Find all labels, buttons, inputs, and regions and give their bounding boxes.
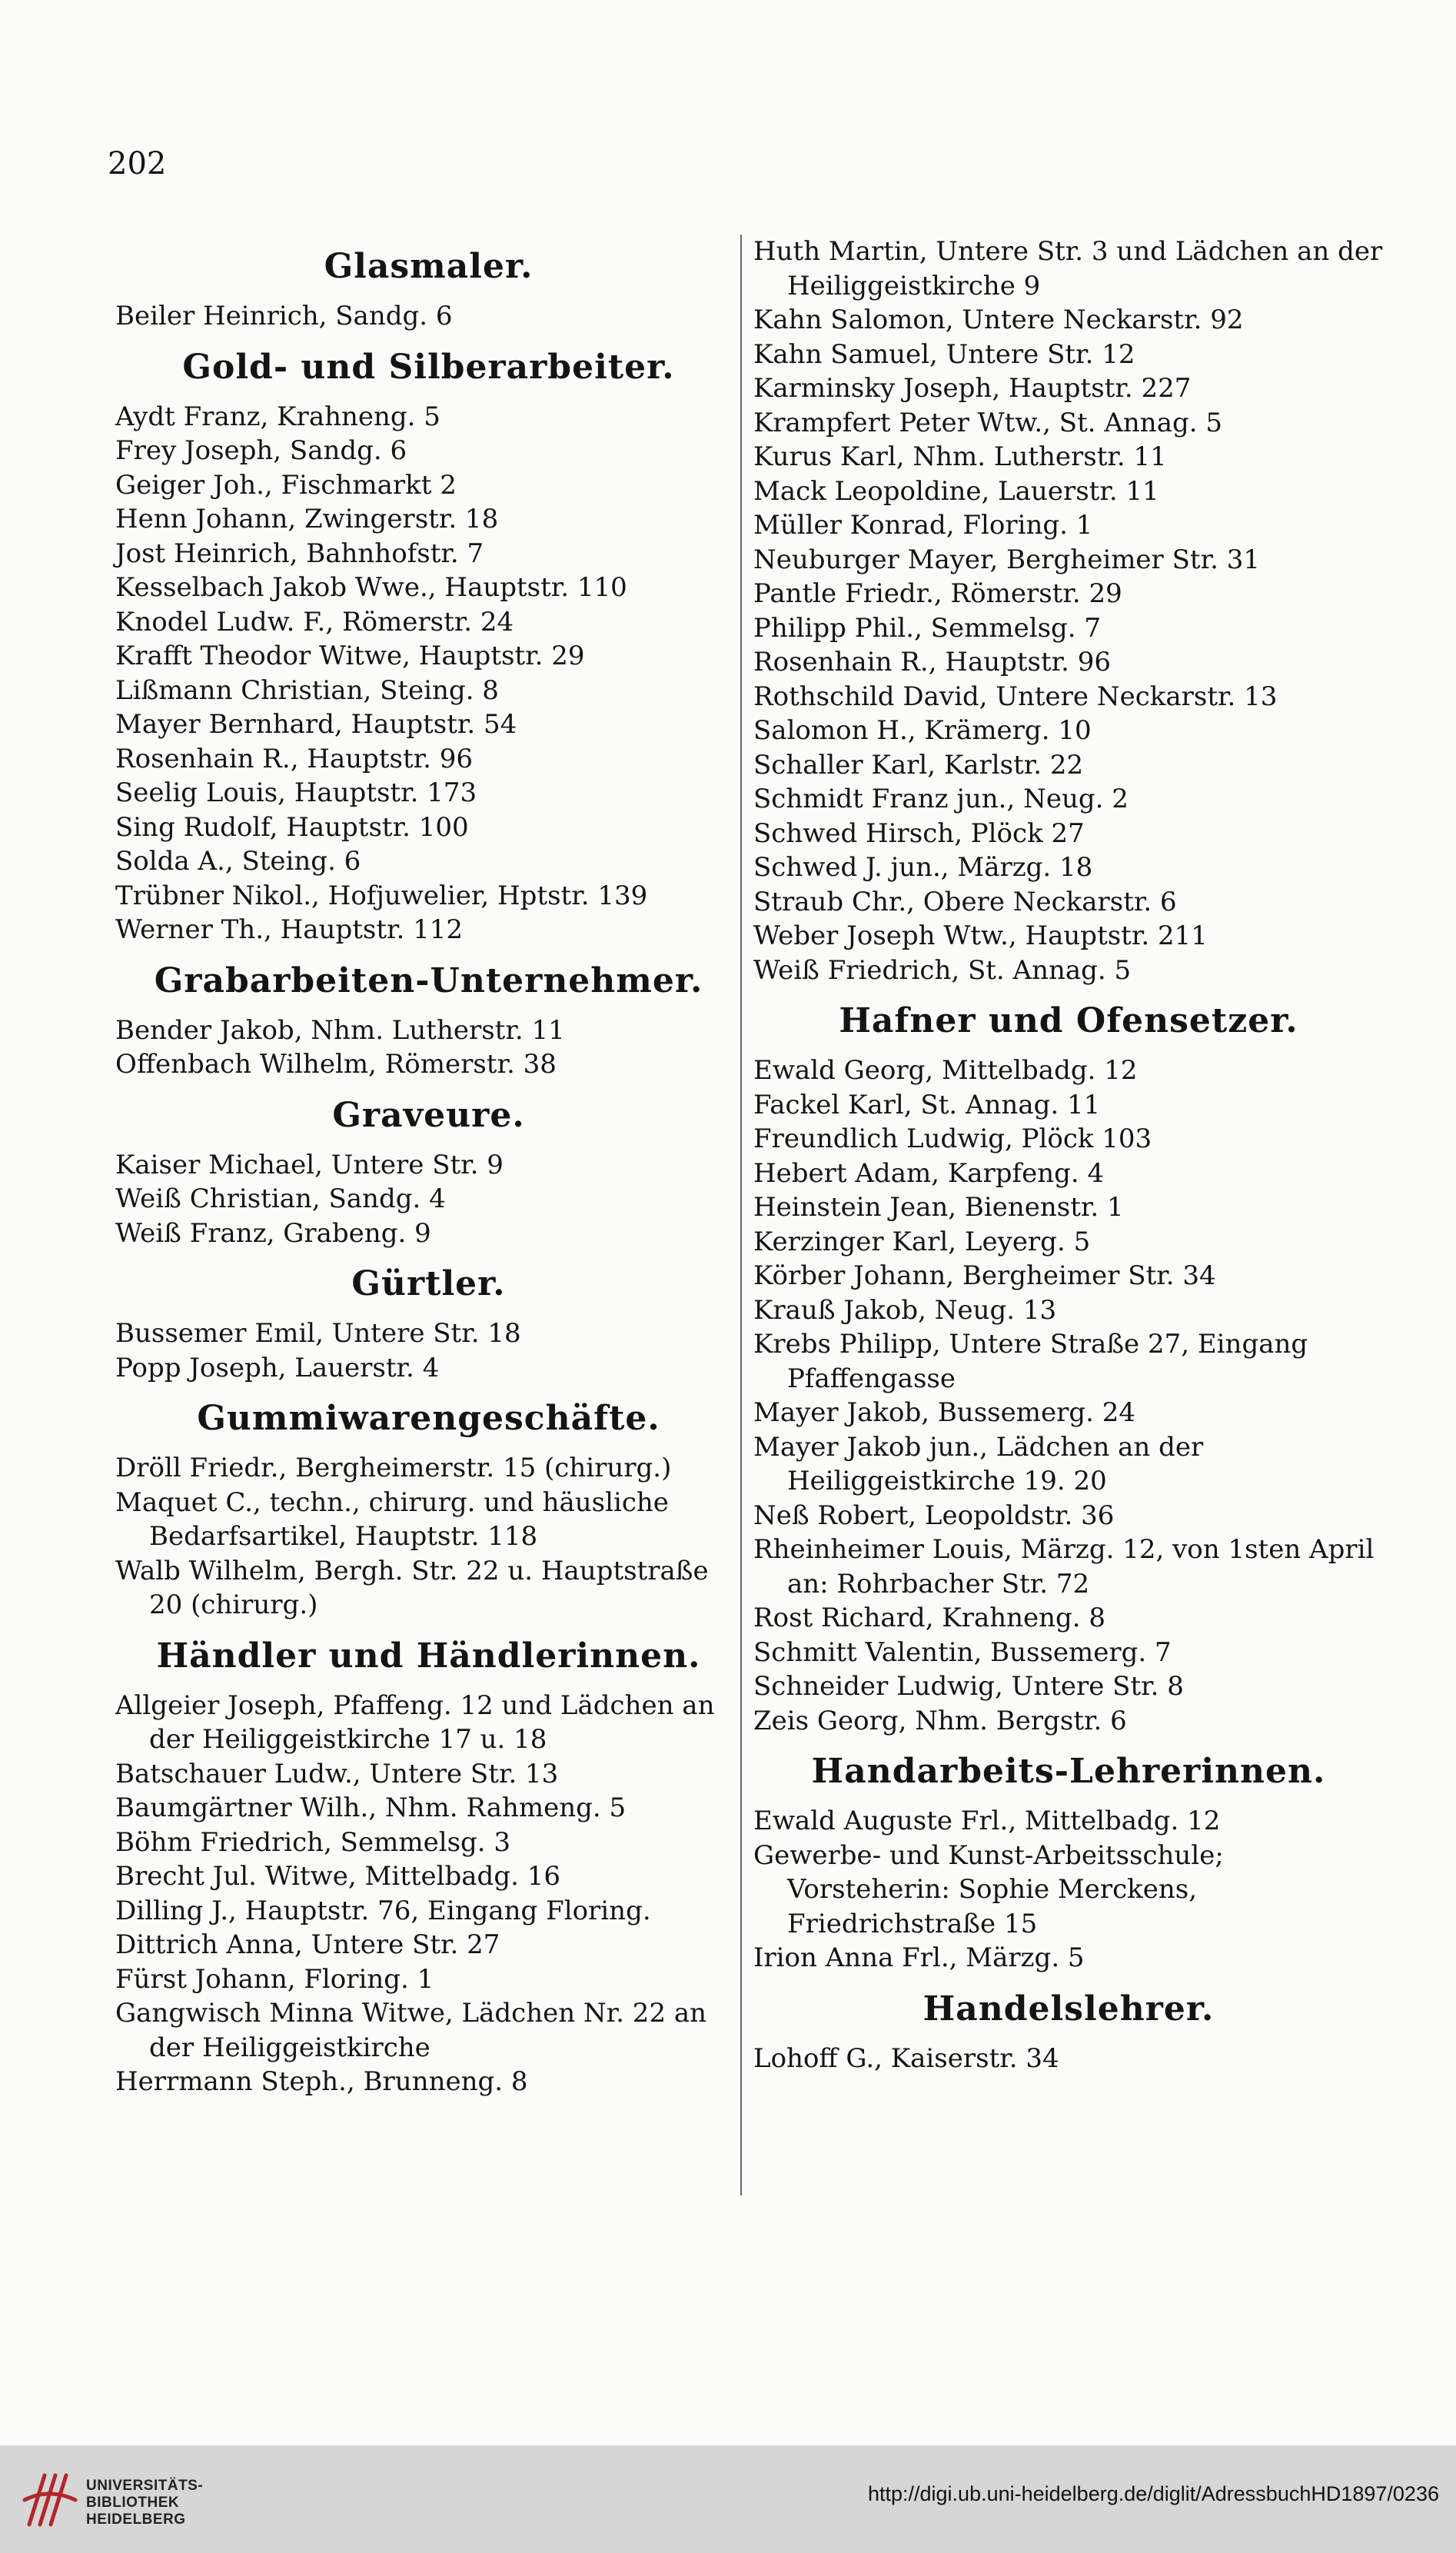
section-heading: Glasmaler. — [324, 247, 534, 286]
directory-entry: Herrmann Steph., Brunneng. 8 — [115, 2066, 528, 2097]
directory-entry: Solda A., Steing. 6 — [115, 846, 361, 877]
directory-entry: Mayer Jakob jun., Lädchen an der Heiliggeistkirche 19. 20 — [753, 1431, 1204, 1496]
section-heading: Gold- und Silberarbeiter. — [182, 347, 675, 387]
directory-entry: Schneider Ludwig, Untere Str. 8 — [753, 1671, 1184, 1702]
library-name-line: BIBLIOTHEK — [86, 2495, 180, 2511]
directory-entry: Rost Richard, Krahneng. 8 — [753, 1603, 1106, 1633]
directory-entry: Offenbach Wilhelm, Römerstr. 38 — [115, 1049, 557, 1080]
directory-entry: Jost Heinrich, Bahnhofstr. 7 — [115, 538, 484, 569]
directory-entry: Ewald Auguste Frl., Mittelbadg. 12 — [753, 1806, 1221, 1836]
directory-entry: Huth Martin, Untere Str. 3 und Lädchen an der Heiliggeistkirche 9 — [753, 236, 1383, 301]
directory-entry: Rosenhain R., Hauptstr. 96 — [115, 743, 474, 774]
directory-entry: Weiß Friedrich, St. Annag. 5 — [753, 954, 1132, 986]
section-heading: Grabarbeiten-Unternehmer. — [154, 960, 703, 1000]
directory-entry: Werner Th., Hauptstr. 112 — [115, 914, 464, 945]
directory-entry: Schmitt Valentin, Bussemerg. 7 — [753, 1636, 1172, 1668]
directory-entry: Kerzinger Karl, Leyerg. 5 — [753, 1226, 1091, 1257]
directory-entry: Bender Jakob, Nhm. Lutherstr. 11 — [115, 1014, 565, 1046]
directory-entry: Krafft Theodor Witwe, Hauptstr. 29 — [115, 641, 585, 671]
directory-entry: Fürst Johann, Floring. 1 — [115, 1963, 434, 1995]
section-heading: Händler und Händlerinnen. — [156, 1636, 701, 1676]
directory-entry: Dilling J., Hauptstr. 76, Eingang Floring. — [115, 1895, 651, 1926]
directory-entry: Philipp Phil., Semmelsg. 7 — [753, 612, 1102, 644]
directory-entry: Schwed Hirsch, Plöck 27 — [753, 817, 1085, 849]
directory-entry: Schaller Karl, Karlstr. 22 — [753, 749, 1084, 781]
directory-entry: Krebs Philipp, Untere Straße 27, Eingang Pfaffengasse — [753, 1329, 1308, 1394]
directory-entry: Krauß Jakob, Neug. 13 — [753, 1294, 1057, 1326]
library-name-line: HEIDELBERG — [86, 2511, 186, 2528]
directory-entry: Weiß Franz, Grabeng. 9 — [115, 1217, 431, 1249]
directory-entry: Mayer Jakob, Bussemerg. 24 — [753, 1397, 1135, 1428]
directory-entry: Batschauer Ludw., Untere Str. 13 — [115, 1758, 559, 1789]
directory-entry: Bussemer Emil, Untere Str. 18 — [115, 1318, 521, 1349]
page-number: 202 — [108, 146, 167, 181]
directory-entry: Dröll Friedr., Bergheimerstr. 15 (chirurg.) — [115, 1453, 672, 1483]
section-heading: Handelslehrer. — [922, 1989, 1215, 2029]
directory-entry: Weiß Christian, Sandg. 4 — [115, 1183, 446, 1214]
directory-entry: Beiler Heinrich, Sandg. 6 — [115, 301, 453, 331]
right-column — [753, 235, 1384, 2088]
directory-entry: Kesselbach Jakob Wwe., Hauptstr. 110 — [115, 572, 627, 603]
directory-entry: Straub Chr., Obere Neckarstr. 6 — [753, 886, 1177, 917]
directory-entry: Freundlich Ludwig, Plöck 103 — [753, 1123, 1152, 1154]
directory-entry: Kaiser Michael, Untere Str. 9 — [115, 1149, 504, 1180]
directory-section — [115, 1397, 742, 1623]
directory-entry: Allgeier Joseph, Pfaffeng. 12 und Lädchen an der Heiliggeistkirche 17 u. 18 — [115, 1689, 715, 1755]
directory-entry: Heinstein Jean, Bienenstr. 1 — [753, 1192, 1124, 1223]
directory-entry: Rothschild David, Untere Neckarstr. 13 — [753, 681, 1278, 712]
directory-entry: Müller Konrad, Floring. 1 — [753, 510, 1093, 541]
directory-entry: Seelig Louis, Hauptstr. 173 — [115, 777, 477, 808]
directory-entry: Schwed J. jun., Märzg. 18 — [753, 852, 1093, 883]
directory-section — [115, 1635, 742, 2099]
directory-entry: Brecht Jul. Witwe, Mittelbadg. 16 — [115, 1861, 560, 1892]
directory-entry: Gangwisch Minna Witwe, Lädchen Nr. 22 an der Heiliggeistkirche — [115, 1998, 707, 2063]
directory-entry: Karminsky Joseph, Hauptstr. 227 — [753, 373, 1192, 404]
directory-entry: Baumgärtner Wilh., Nhm. Rahmeng. 5 — [115, 1792, 627, 1823]
directory-entry: Böhm Friedrich, Semmelsg. 3 — [115, 1826, 511, 1858]
directory-entry: Rheinheimer Louis, Märzg. 12, von 1sten April an: Rohrbacher Str. 72 — [753, 1534, 1375, 1599]
directory-entry: Schmidt Franz jun., Neug. 2 — [753, 784, 1129, 814]
directory-entry: Ewald Georg, Mittelbadg. 12 — [753, 1055, 1138, 1086]
directory-entry: Hebert Adam, Karpfeng. 4 — [753, 1157, 1105, 1189]
directory-entry: Trübner Nikol., Hofjuwelier, Hptstr. 139 — [115, 880, 648, 911]
directory-entry: Zeis Georg, Nhm. Bergstr. 6 — [753, 1705, 1127, 1736]
left-column — [115, 235, 742, 2112]
directory-entry: Neuburger Mayer, Bergheimer Str. 31 — [753, 544, 1260, 575]
directory-entry: Popp Joseph, Lauerstr. 4 — [115, 1352, 440, 1383]
directory-section — [115, 245, 742, 334]
directory-entry: Geiger Joh., Fischmarkt 2 — [115, 469, 457, 501]
directory-entry: Gewerbe- und Kunst-Arbeitsschule; Vorsteherin: Sophie Merckens, Friedrichstraße 15 — [753, 1839, 1224, 1939]
directory-entry: Frey Joseph, Sandg. 6 — [115, 435, 407, 466]
directory-section — [753, 235, 1384, 987]
directory-entry: Fackel Karl, St. Annag. 11 — [753, 1089, 1101, 1120]
directory-entry: Salomon H., Krämerg. 10 — [753, 715, 1092, 746]
directory-entry: Irion Anna Frl., Märzg. 5 — [753, 1942, 1085, 1973]
directory-entry: Walb Wilhelm, Bergh. Str. 22 u. Hauptstraße 20 (chirurg.) — [115, 1555, 709, 1620]
directory-entry: Maquet C., techn., chirurg. und häusliche Bedarfsartikel, Hauptstr. 118 — [115, 1486, 669, 1552]
directory-entry: Aydt Franz, Krahneng. 5 — [115, 401, 440, 432]
directory-entry: Dittrich Anna, Untere Str. 27 — [115, 1929, 500, 1960]
directory-section — [115, 1263, 742, 1385]
directory-section — [115, 1094, 742, 1251]
section-heading: Handarbeits-Lehrerinnen. — [811, 1752, 1326, 1791]
section-heading: Gürtler. — [351, 1264, 506, 1303]
directory-entry: Mayer Bernhard, Hauptstr. 54 — [115, 709, 517, 740]
directory-entry: Knodel Ludw. F., Römerstr. 24 — [115, 606, 514, 637]
directory-section — [753, 1750, 1384, 1975]
directory-entry: Pantle Friedr., Römerstr. 29 — [753, 578, 1122, 609]
source-url[interactable]: http://digi.ub.uni-heidelberg.de/diglit/AdressbuchHD1897/0236 — [867, 2482, 1439, 2505]
directory-entry: Neß Robert, Leopoldstr. 36 — [753, 1500, 1115, 1531]
directory-section — [115, 346, 742, 947]
directory-entry: Krampfert Peter Wtw., St. Annag. 5 — [753, 407, 1222, 438]
university-seal-icon — [14, 2465, 85, 2535]
directory-entry: Weber Joseph Wtw., Hauptstr. 211 — [753, 920, 1208, 951]
directory-entry: Kurus Karl, Nhm. Lutherstr. 11 — [753, 441, 1167, 472]
library-name — [86, 2478, 203, 2528]
directory-entry: Kahn Salomon, Untere Neckarstr. 92 — [753, 305, 1244, 335]
section-heading: Graveure. — [332, 1095, 525, 1135]
section-heading: Gummiwarengeschäfte. — [197, 1399, 660, 1438]
directory-entry: Rosenhain R., Hauptstr. 96 — [753, 647, 1112, 677]
directory-entry: Lohoff G., Kaiserstr. 34 — [753, 2042, 1059, 2074]
directory-entry: Sing Rudolf, Hauptstr. 100 — [115, 811, 469, 843]
section-heading: Hafner und Ofensetzer. — [839, 1001, 1298, 1040]
directory-entry: Körber Johann, Bergheimer Str. 34 — [753, 1260, 1216, 1291]
directory-section — [753, 1988, 1384, 2076]
library-name-line: UNIVERSITÄTS- — [86, 2478, 204, 2494]
directory-entry: Lißmann Christian, Steing. 8 — [115, 674, 499, 706]
directory-section — [115, 960, 742, 1082]
directory-entry: Mack Leopoldine, Lauerstr. 11 — [753, 475, 1159, 507]
directory-entry: Kahn Samuel, Untere Str. 12 — [753, 338, 1135, 370]
directory-entry: Henn Johann, Zwingerstr. 18 — [115, 504, 499, 534]
directory-section — [753, 1000, 1384, 1738]
